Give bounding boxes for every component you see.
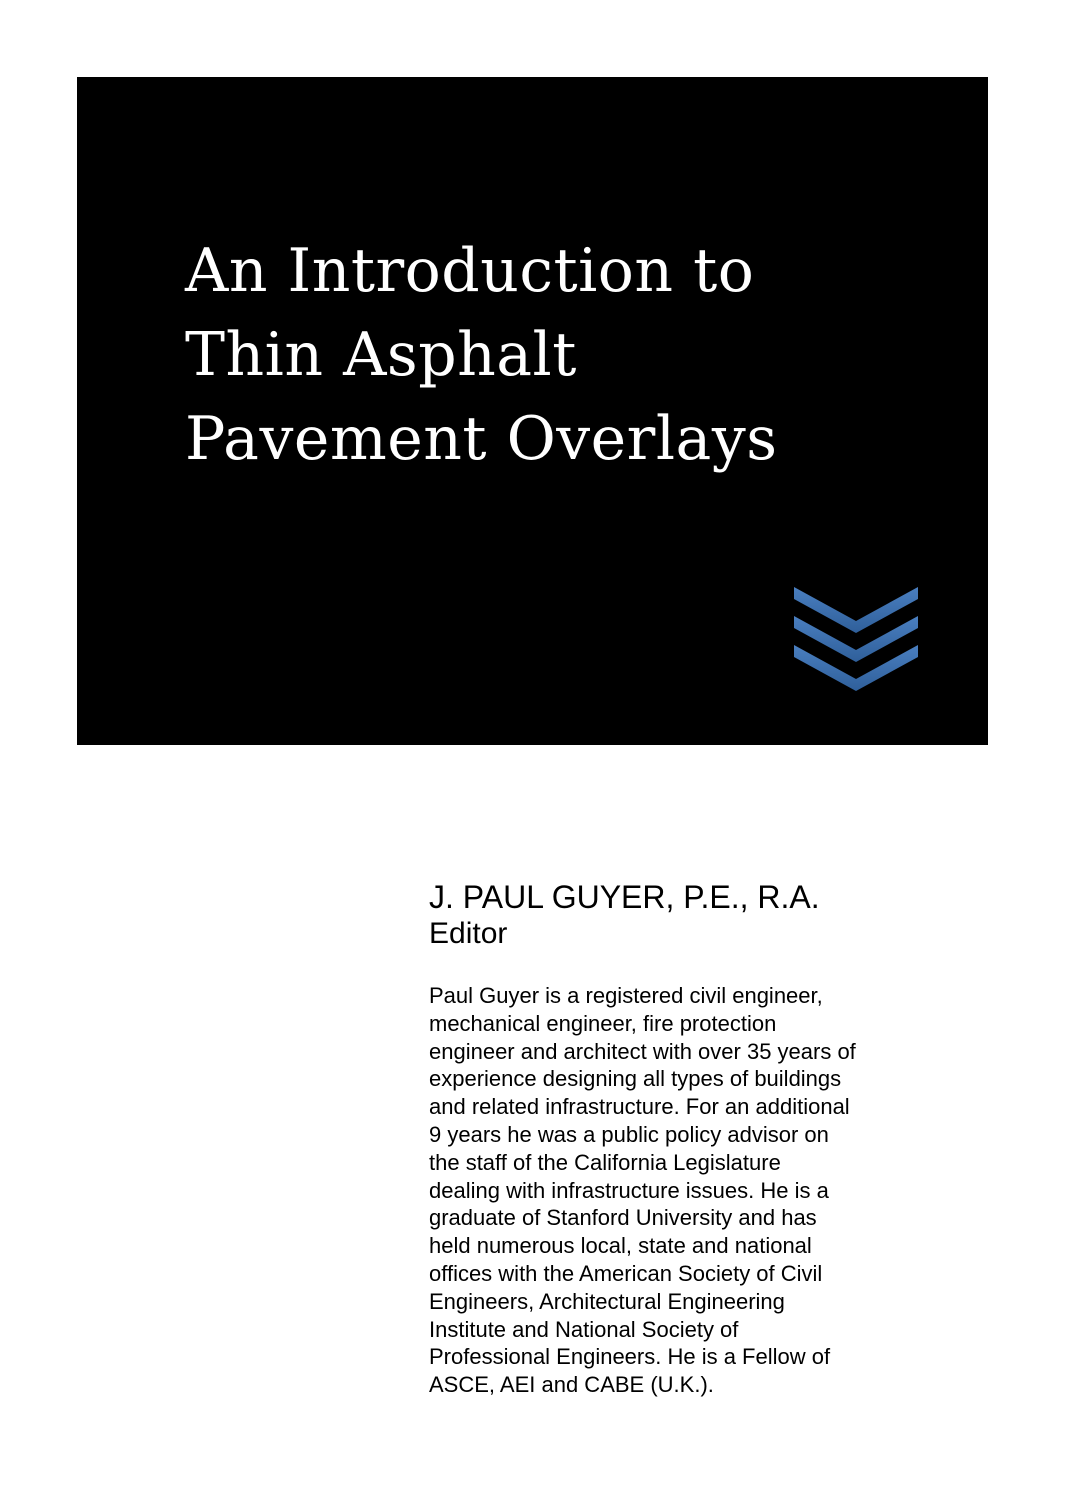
- bio-line: held numerous local, state and national: [429, 1233, 812, 1259]
- bio-line: dealing with infrastructure issues. He is a: [429, 1177, 829, 1203]
- bio-line: ASCE, AEI and CABE (U.K.).: [429, 1372, 714, 1398]
- author-role: Editor: [429, 917, 508, 950]
- bio-line: offices with the American Society of Civil: [429, 1260, 823, 1286]
- cover-panel: [77, 77, 988, 745]
- bio-line: experience designing all types of buildings: [429, 1066, 842, 1092]
- author-block: [429, 878, 949, 952]
- bio-line: the staff of the California Legislature: [429, 1149, 781, 1175]
- bio-line: Paul Guyer is a registered civil engineer,: [429, 983, 823, 1008]
- triple-chevron-down-icon: [794, 587, 918, 695]
- author-name: J. PAUL GUYER, P.E., R.A.: [429, 879, 820, 915]
- book-title: [185, 229, 778, 481]
- bio-line: and related infrastructure. For an additional: [429, 1094, 850, 1120]
- title-line: Thin Asphalt: [185, 320, 577, 390]
- title-line: An Introduction to: [185, 236, 755, 306]
- bio-line: graduate of Stanford University and has: [429, 1205, 817, 1231]
- bio-line: Institute and National Society of: [429, 1316, 739, 1342]
- bio-line: 9 years he was a public policy advisor on: [429, 1121, 829, 1147]
- title-line: Pavement Overlays: [185, 404, 778, 474]
- bio-line: Professional Engineers. He is a Fellow of: [429, 1344, 831, 1370]
- author-bio: [429, 982, 949, 1399]
- bio-line: Engineers, Architectural Engineering: [429, 1288, 785, 1314]
- bio-line: engineer and architect with over 35 years of: [429, 1038, 856, 1064]
- bio-line: mechanical engineer, fire protection: [429, 1010, 777, 1036]
